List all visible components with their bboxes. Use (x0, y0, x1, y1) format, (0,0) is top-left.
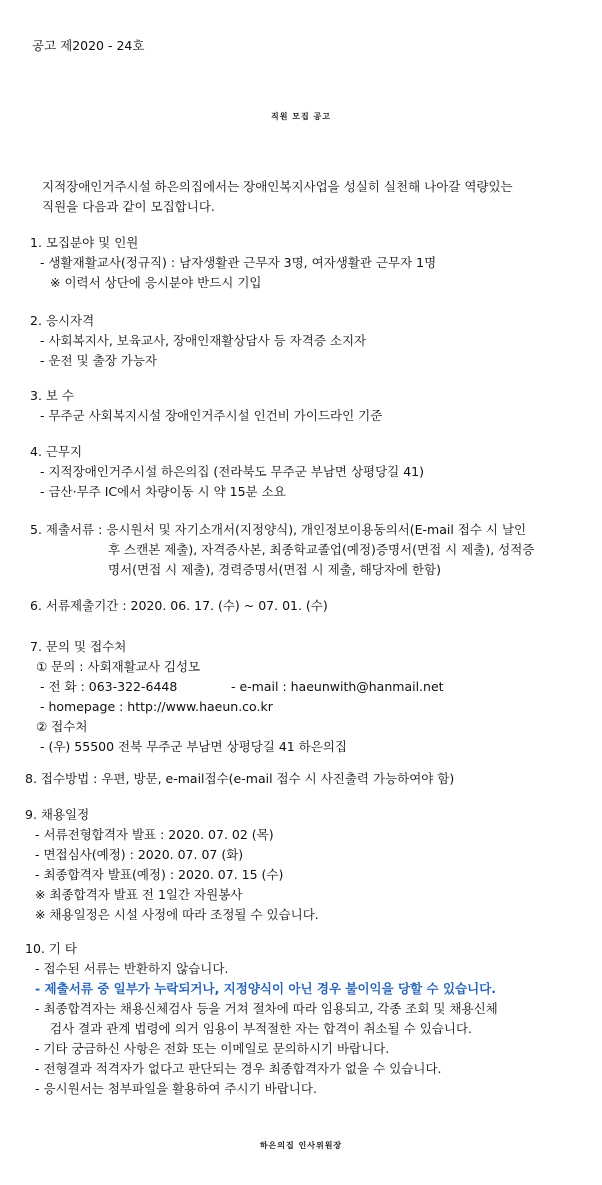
section-2-heading: 2. 응시자격 (30, 313, 95, 328)
section-2-line-2: - 운전 및 출장 가능자 (40, 353, 158, 368)
page-title: 직원 모집 공고 (271, 112, 331, 121)
section-1-note: ※ 이력서 상단에 응시분야 반드시 기입 (50, 275, 262, 290)
section-9-line-2: - 면접심사(예정) : 2020. 07. 07 (화) (35, 847, 244, 862)
section-7-email: - e-mail : haeunwith@hanmail.net (231, 679, 444, 694)
section-5-line-1: 5. 제출서류 : 응시원서 및 자기소개서(지정양식), 개인정보이용동의서(E-mail 접수 시 날인 (30, 522, 527, 537)
section-9-note-1: ※ 최종합격자 발표 전 1일간 자원봉사 (35, 887, 243, 902)
section-4-line-2: - 금산·무주 IC에서 차량이동 시 약 15분 소요 (40, 484, 286, 499)
section-7-homepage: - homepage : http://www.haeun.co.kr (40, 699, 273, 714)
section-7-receipt: ② 접수처 (36, 719, 88, 734)
section-7-inquiry: ① 문의 : 사회재활교사 김성모 (36, 659, 201, 674)
section-6-line-1: 6. 서류제출기간 : 2020. 06. 17. (수) ~ 07. 01. (수) (30, 598, 328, 613)
section-7-heading: 7. 문의 및 접수처 (30, 639, 127, 654)
section-4-line-1: - 지적장애인거주시설 하은의집 (전라북도 무주군 부남면 상평당길 41) (40, 464, 425, 479)
section-7-phone: - 전 화 : 063-322-6448 (40, 679, 178, 694)
section-8-line-1: 8. 접수방법 : 우편, 방문, e-mail접수(e-mail 접수 시 사진출력 가능하여야 함) (25, 771, 455, 786)
section-5-line-2: 후 스캔본 제출), 자격증사본, 최종학교졸업(예정)증명서(면접 시 제출), 성적증 (108, 542, 535, 557)
section-9-note-2: ※ 채용일정은 시설 사정에 따라 조정될 수 있습니다. (35, 907, 319, 922)
section-5-line-3: 명서(면접 시 제출), 경력증명서(면접 시 제출, 해당자에 한함) (108, 562, 441, 577)
signature: 하은의집 인사위원장 (259, 1141, 343, 1150)
section-10-line-4: 검사 결과 관계 법령에 의거 임용이 부적절한 자는 합격이 취소될 수 있습니다. (50, 1021, 473, 1036)
section-10-heading: 10. 기 타 (25, 941, 77, 956)
section-4-heading: 4. 근무지 (30, 444, 83, 459)
section-3-line-1: - 무주군 사회복지시설 장애인거주시설 인건비 가이드라인 기준 (40, 408, 383, 423)
section-10-line-7: - 응시원서는 첨부파일을 활용하여 주시기 바랍니다. (35, 1081, 317, 1096)
section-10-line-5: - 기타 궁금하신 사항은 전화 또는 이메일로 문의하시기 바랍니다. (35, 1041, 390, 1056)
section-10-line-2-highlight: - 제출서류 중 일부가 누락되거나, 지정양식이 아닌 경우 불이익을 당할 수 있습니다. (35, 981, 497, 996)
section-2-line-1: - 사회복지사, 보육교사, 장애인재활상담사 등 자격증 소지자 (40, 333, 367, 348)
section-9-line-3: - 최종합격자 발표(예정) : 2020. 07. 15 (수) (35, 867, 284, 882)
section-10-line-6: - 전형결과 적격자가 없다고 판단되는 경우 최종합격자가 없을 수 있습니다. (35, 1061, 442, 1076)
section-1-line-1: - 생활재활교사(정규직) : 남자생활관 근무자 3명, 여자생활관 근무자 1명 (40, 255, 437, 270)
section-9-line-1: - 서류전형합격자 발표 : 2020. 07. 02 (목) (35, 827, 274, 842)
section-10-line-3: - 최종합격자는 채용신체검사 등을 거쳐 절차에 따라 임용되고, 각종 조회 및 채용신체 (35, 1001, 498, 1016)
section-9-heading: 9. 채용일정 (25, 807, 90, 822)
section-3-heading: 3. 보 수 (30, 388, 75, 403)
notice-number: 공고 제2020 - 24호 (32, 38, 145, 53)
section-10-line-1: - 접수된 서류는 반환하지 않습니다. (35, 961, 229, 976)
section-1-heading: 1. 모집분야 및 인원 (30, 235, 139, 250)
intro-line-2: 직원을 다음과 같이 모집합니다. (42, 199, 215, 214)
section-7-address: - (우) 55500 전북 무주군 부남면 상평당길 41 하은의집 (40, 739, 347, 754)
intro-line-1: 지적장애인거주시설 하은의집에서는 장애인복지사업을 성실히 실천해 나아갈 역량있는 (42, 179, 513, 194)
